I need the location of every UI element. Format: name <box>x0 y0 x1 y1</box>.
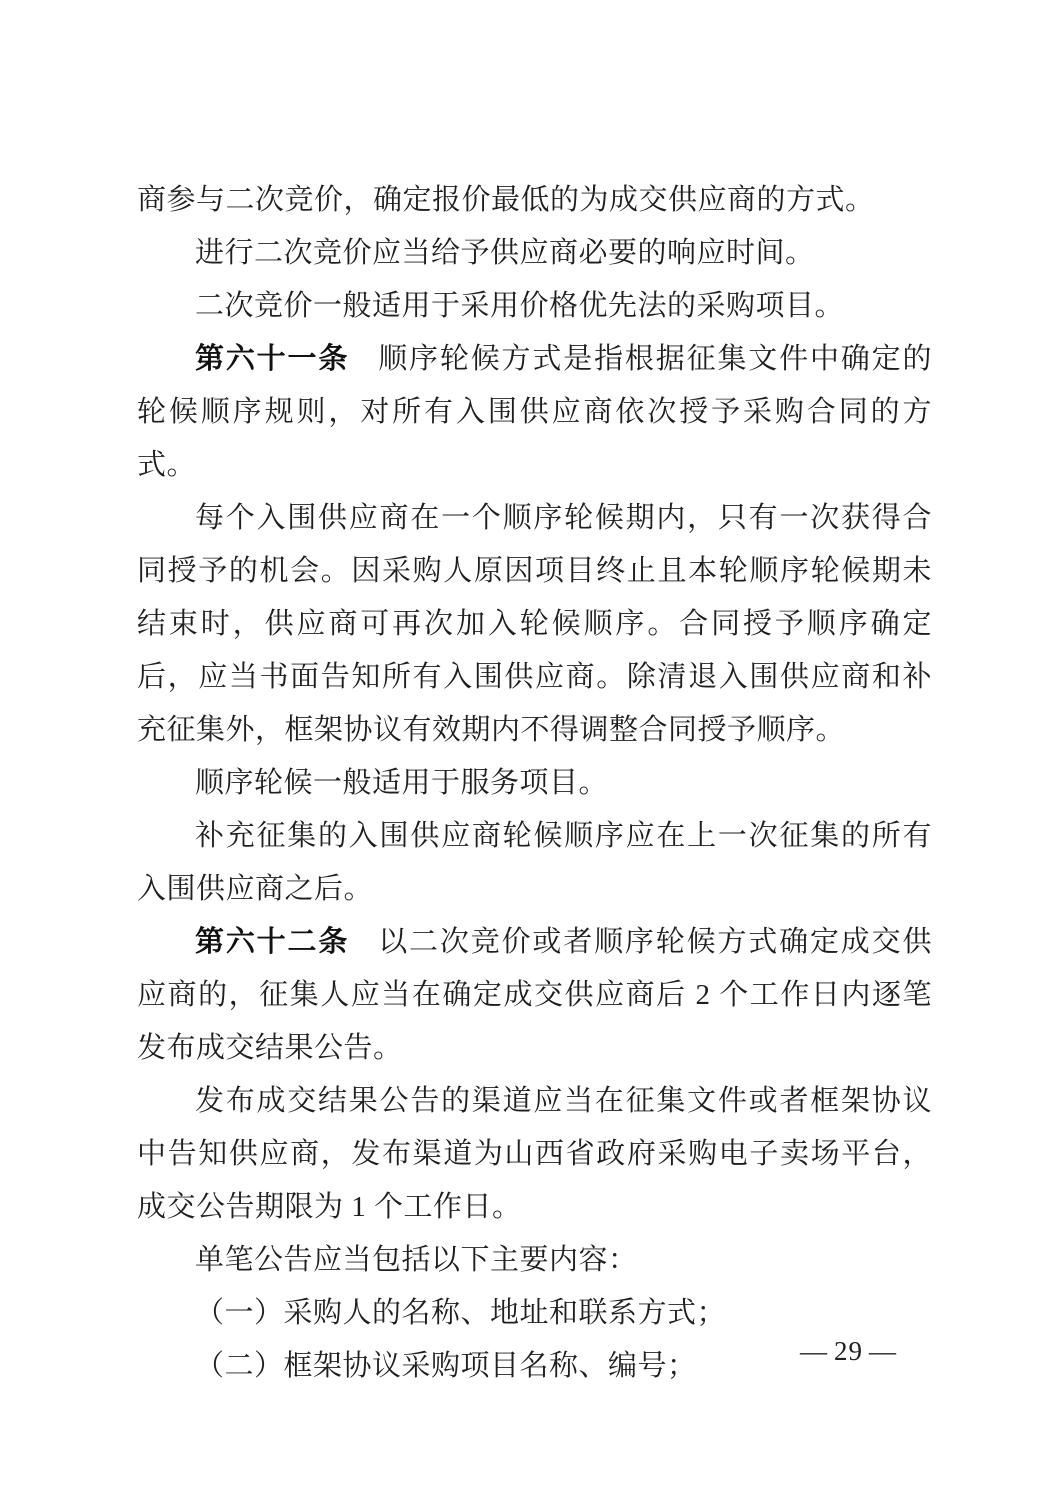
page-number <box>797 1336 900 1367</box>
paragraph-text: （一）采购人的名称、地址和联系方式； <box>195 1297 727 1329</box>
paragraph-text: （二）框架协议采购项目名称、编号； <box>195 1350 697 1382</box>
paragraph <box>137 810 932 916</box>
paragraph-text: 发布成交结果公告的渠道应当在征集文件或者框架协议中告知供应商，发布渠道为山西省政府采购电子卖场平台，成交公告期限为 1 个工作日。 <box>137 1085 932 1223</box>
paragraph-text: 以二次竞价或者顺序轮候方式确定成交供应商的，征集人应当在确定成交供应商后 2 个工作日内逐笔发布成交结果公告。 <box>137 926 932 1064</box>
paragraph-text: 顺序轮候方式是指根据征集文件中确定的轮候顺序规则，对所有入围供应商依次授予采购合同的方式。 <box>137 343 932 481</box>
paragraph-list-item-1 <box>137 1287 932 1340</box>
article-61-number: 第六十一条 <box>195 343 350 375</box>
paragraph-text: 商参与二次竞价，确定报价最低的为成交供应商的方式。 <box>137 184 875 216</box>
paragraph <box>137 227 932 280</box>
paragraph-article-61 <box>137 333 932 492</box>
paragraph <box>137 1075 932 1234</box>
article-62-number: 第六十二条 <box>195 926 350 958</box>
paragraph-text: 补充征集的入围供应商轮候顺序应在上一次征集的所有入围供应商之后。 <box>137 820 932 905</box>
paragraph <box>137 492 932 757</box>
footer-dash-right: — <box>869 1336 897 1366</box>
paragraph-text: 进行二次竞价应当给予供应商必要的响应时间。 <box>195 237 815 269</box>
footer-number: 29 <box>834 1336 863 1366</box>
document-body <box>137 174 932 1393</box>
paragraph-continuation <box>137 174 932 227</box>
paragraph <box>137 1234 932 1287</box>
paragraph-article-62 <box>137 916 932 1075</box>
paragraph-text: 每个入围供应商在一个顺序轮候期内，只有一次获得合同授予的机会。因采购人原因项目终止且本轮顺序轮候期未结束时，供应商可再次加入轮候顺序。合同授予顺序确定后，应当书面告知所有入围供应商。除清退入围供应商和补充征集外，框架协议有效期内不得调整合同授予顺序。 <box>137 502 932 746</box>
footer-dash-left: — <box>800 1336 828 1366</box>
paragraph <box>137 757 932 810</box>
paragraph-text: 顺序轮候一般适用于服务项目。 <box>195 767 609 799</box>
paragraph-text: 单笔公告应当包括以下主要内容： <box>195 1244 638 1276</box>
paragraph-text: 二次竞价一般适用于采用价格优先法的采购项目。 <box>195 290 845 322</box>
paragraph <box>137 280 932 333</box>
